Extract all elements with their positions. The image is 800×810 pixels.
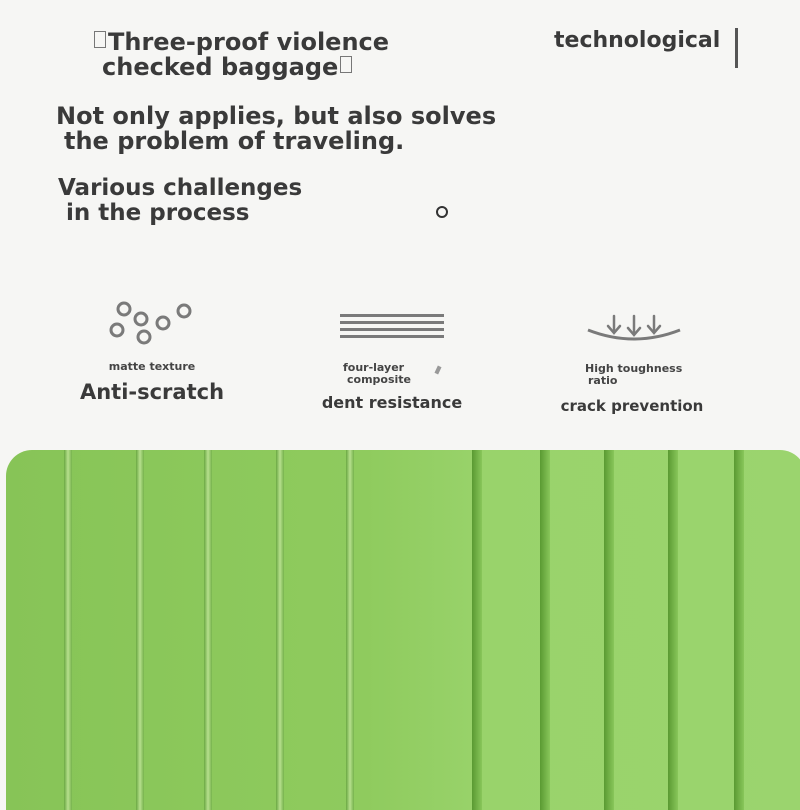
challenge-line-1: Various challenges [58,175,303,201]
circles-icon [104,300,200,346]
feature-crack-prevention [540,363,724,415]
missing-glyph-icon [340,56,352,73]
intro-line-1: Not only applies, but also solves [56,102,497,130]
feature-subtitle-line-2: composite [347,373,412,386]
feature-title: Anti-scratch [79,380,225,404]
intro-line-2: the problem of traveling. [64,127,405,155]
luggage-rib [734,450,744,810]
headline-line-1: Three-proof violence [108,28,390,56]
intro-text [56,104,496,154]
luggage-rib [136,450,144,810]
feature-subtitle-line-2: ratio [588,374,618,387]
luggage-rib [346,450,354,810]
headline-line-2: checked baggage [102,53,339,81]
luggage-rib [276,450,284,810]
arrows-curve-icon [586,312,682,346]
feature-dent-resistance [300,362,484,412]
challenge-line-2: in the process [66,200,250,226]
luggage-rib [472,450,482,810]
feature-anti-scratch [60,361,244,404]
feature-subtitle-line-1: four-layer [343,361,405,374]
luggage-shell-image [6,450,800,810]
headline [92,30,389,80]
luggage-rib [604,450,614,810]
feature-title: dent resistance [321,393,463,412]
luggage-rib [668,450,678,810]
luggage-rib [204,450,212,810]
divider-bar [735,28,738,68]
feature-title: crack prevention [560,397,704,415]
layers-icon [340,314,444,340]
luggage-rib [64,450,72,810]
ring-icon [436,206,448,218]
luggage-rib [540,450,550,810]
challenge-text [58,176,302,226]
missing-glyph-icon [94,31,106,48]
feature-subtitle: matte texture [108,360,196,373]
technological-tag: technological [554,28,721,53]
feature-subtitle-line-1: High toughness [585,362,683,375]
